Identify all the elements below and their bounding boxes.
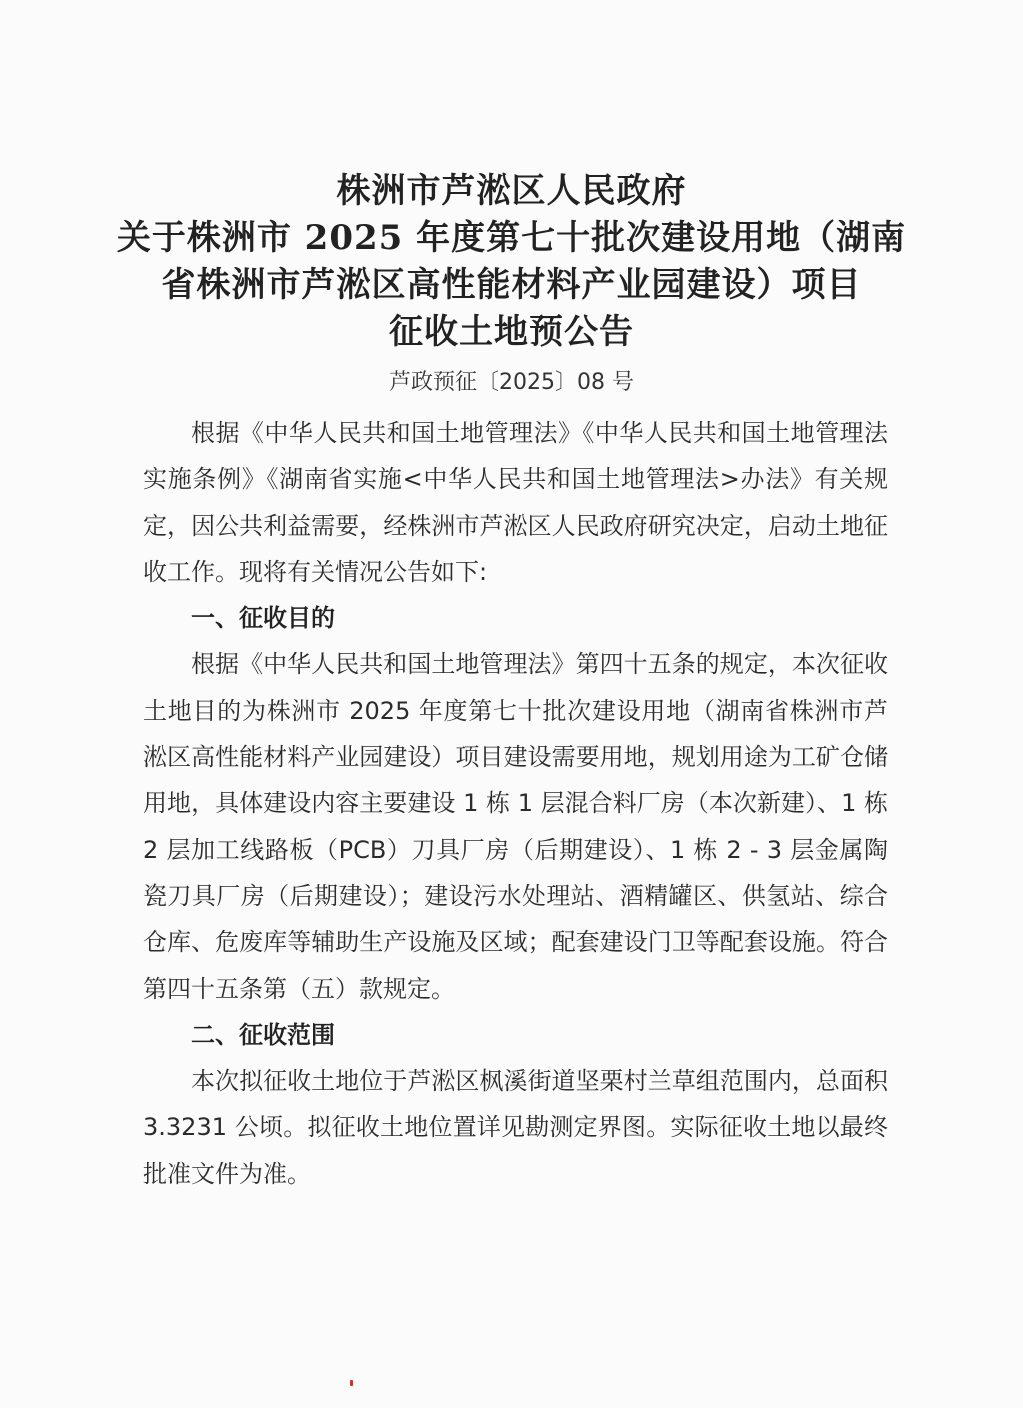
scope-paragraph: 本次拟征收土地位于芦淞区枫溪街道坚栗村兰草组范围内，总面积 3.3231 公顷。拟征收土地位置详见勘测定界图。实际征收土地以最终批准文件为准。: [143, 1067, 888, 1188]
document-number: 芦政预征〔2025〕08 号: [389, 370, 634, 395]
scan-speck: [350, 1380, 353, 1386]
title-line-1: 株洲市芦淞区人民政府: [336, 171, 687, 211]
title-line-3: 省株洲市芦淞区高性能材料产业园建设）项目: [161, 265, 862, 305]
intro-paragraph: 根据《中华人民共和国土地管理法》《中华人民共和国土地管理法实施条例》《湖南省实施<中华人民共和国土地管理法>办法》有关规定，因公共利益需要，经株洲市芦淞区人民政府研究决定，启动土地征收工作。现将有关情况公告如下:: [143, 419, 888, 586]
purpose-paragraph: 根据《中华人民共和国土地管理法》第四十五条的规定，本次征收土地目的为株洲市 2025 年度第七十批次建设用地（湖南省株洲市芦淞区高性能材料产业园建设）项目建设需要用地，规划用途为工矿仓储用地，具体建设内容主要建设 1 栋 1 层混合料厂房（本次新建）、1 栋 2 层加工线路板（PCB）刀具厂房（后期建设）、1 栋 2 - 3 层金属陶瓷刀具厂房（后期建设）；建设污水处理站、酒精罐区、供氢站、综合仓库、危废库等辅助生产设施及区域；配套建设门卫等配套设施。符合第四十五条第（五）款规定。: [143, 650, 888, 1003]
notice-body: [143, 410, 888, 1197]
title-line-4: 征收土地预公告: [389, 312, 634, 352]
section-heading-scope: 二、征收范围: [191, 1020, 335, 1049]
title-line-2: 关于株洲市 2025 年度第七十批次建设用地（湖南: [116, 218, 907, 258]
section-heading-purpose: 一、征收目的: [191, 604, 335, 633]
notice-title: [0, 168, 1023, 356]
